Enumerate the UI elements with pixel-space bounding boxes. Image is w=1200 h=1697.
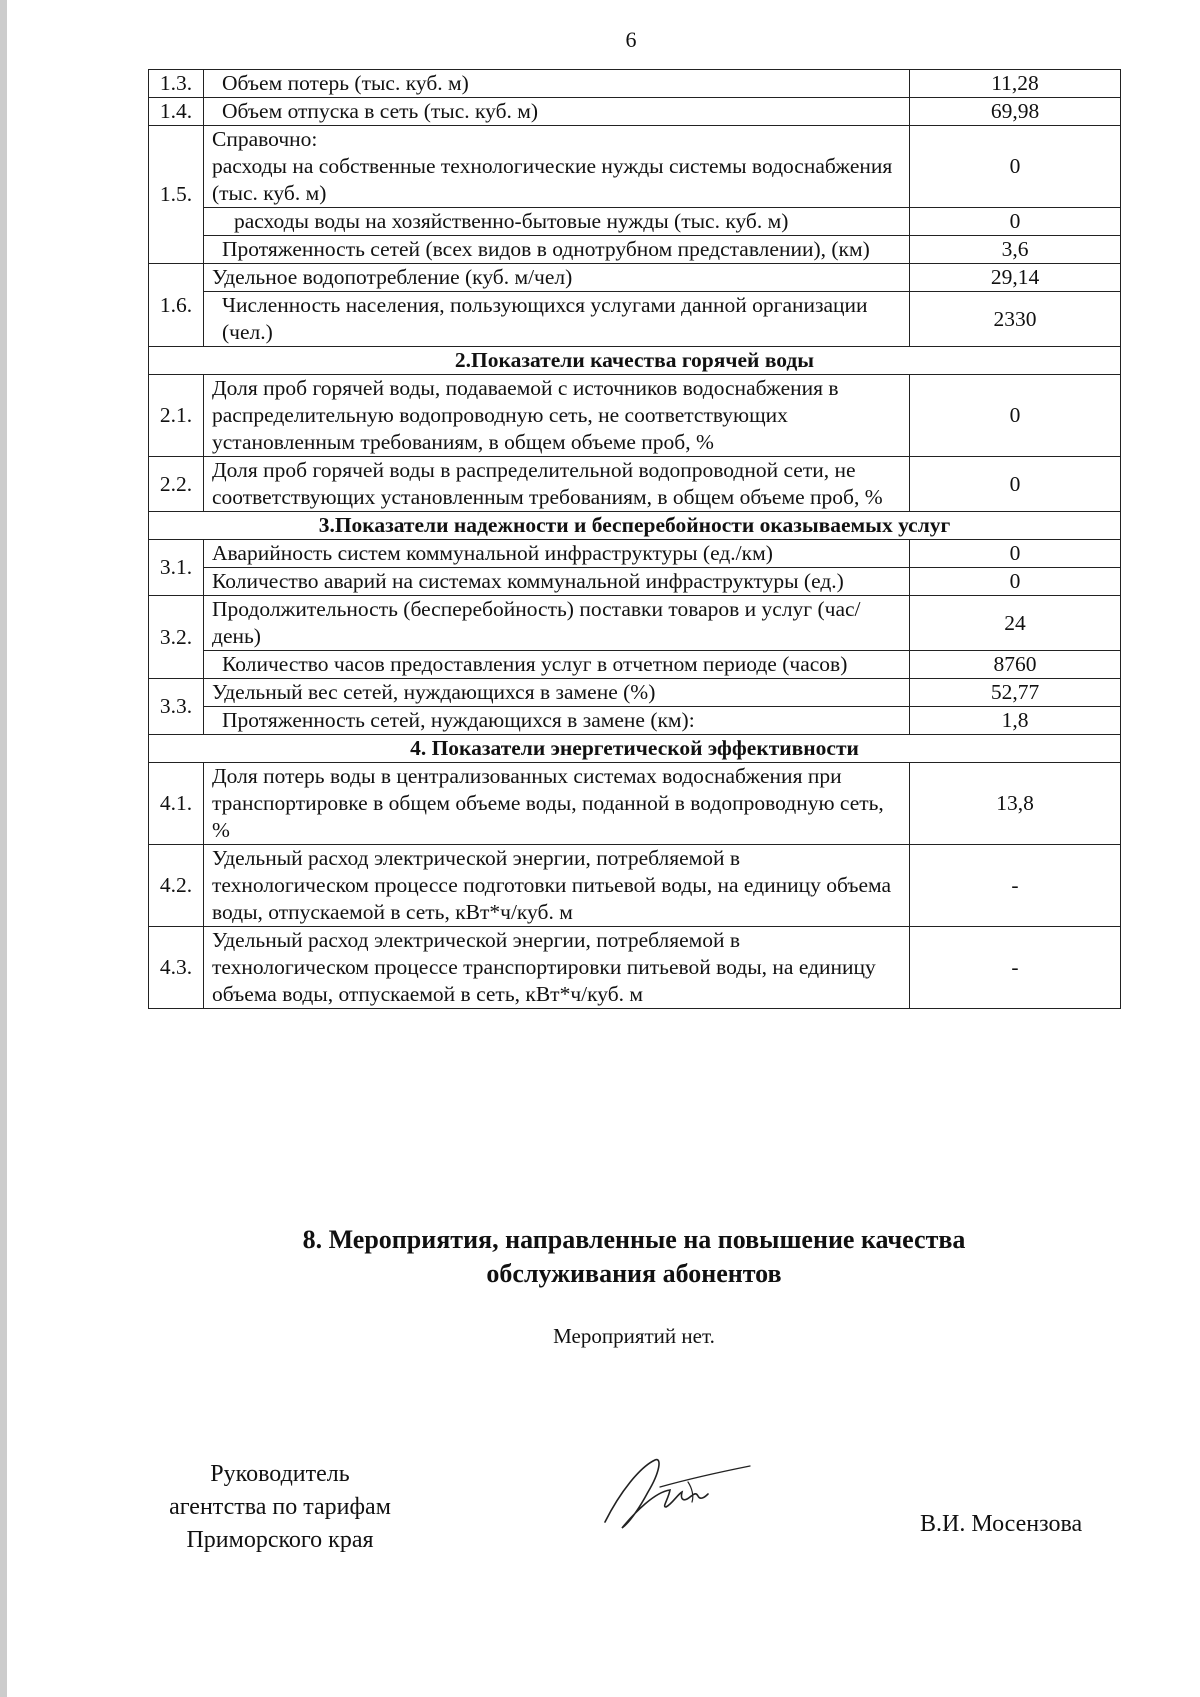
indicator-name: Доля потерь воды в централизованных системах водоснабжения при транспортировке в общем объеме воды, поданной в водопроводную сеть, % xyxy=(204,763,910,845)
indicator-name: Протяженность сетей, нуждающихся в замене (км): xyxy=(204,707,910,735)
indicator-value: 0 xyxy=(910,375,1121,457)
indicator-value: 0 xyxy=(910,208,1121,236)
row-number: 4.2. xyxy=(149,845,204,927)
indicator-name: Удельный расход электрической энергии, потребляемой в технологическом процессе транспортировки питьевой воды, на единицу объема воды, отпускаемой в сеть, кВт*ч/куб. м xyxy=(204,927,910,1009)
indicator-name: Объем потерь (тыс. куб. м) xyxy=(204,70,910,98)
indicator-value: 3,6 xyxy=(910,236,1121,264)
row-number: 4.3. xyxy=(149,927,204,1009)
signatory-position xyxy=(140,1458,420,1557)
indicator-name: Удельное водопотребление (куб. м/чел) xyxy=(204,264,910,292)
indicator-name: расходы воды на хозяйственно-бытовые нужды (тыс. куб. м) xyxy=(204,208,910,236)
section-header-row xyxy=(149,735,1121,763)
indicator-name: Протяженность сетей (всех видов в однотрубном представлении), (км) xyxy=(204,236,910,264)
section-header: 4. Показатели энергетической эффективности xyxy=(149,735,1121,763)
indicator-value: 69,98 xyxy=(910,98,1121,126)
indicator-name: Объем отпуска в сеть (тыс. куб. м) xyxy=(204,98,910,126)
indicator-value: 29,14 xyxy=(910,264,1121,292)
indicator-name: Количество часов предоставления услуг в отчетном периоде (часов) xyxy=(204,651,910,679)
signatory-position-line2: агентства по тарифам xyxy=(169,1494,391,1520)
table-row xyxy=(149,375,1121,457)
row-number: 1.5. xyxy=(149,126,204,264)
indicators-table-body xyxy=(149,70,1121,1009)
section-header-row xyxy=(149,512,1121,540)
indicator-value: - xyxy=(910,845,1121,927)
indicator-name: Удельный расход электрической энергии, потребляемой в технологическом процессе подготовки питьевой воды, на единицу объема воды, отпускаемой в сеть, кВт*ч/куб. м xyxy=(204,845,910,927)
signatory-position-line1: Руководитель xyxy=(210,1461,350,1487)
table-row xyxy=(149,292,1121,347)
table-row xyxy=(149,208,1121,236)
table-row xyxy=(149,763,1121,845)
table-row xyxy=(149,98,1121,126)
section-header: 3.Показатели надежности и бесперебойности оказываемых услуг xyxy=(149,512,1121,540)
section-header: 2.Показатели качества горячей воды xyxy=(149,347,1121,375)
section-8-title-line2: обслуживания абонентов xyxy=(486,1259,782,1288)
section-header-row xyxy=(149,347,1121,375)
indicators-table xyxy=(148,69,1121,1009)
table-row xyxy=(149,540,1121,568)
row-number: 3.1. xyxy=(149,540,204,596)
indicator-value: 52,77 xyxy=(910,679,1121,707)
section-8-text: Мероприятий нет. xyxy=(553,1324,715,1348)
row-number: 4.1. xyxy=(149,763,204,845)
table-row xyxy=(149,236,1121,264)
table-row xyxy=(149,457,1121,512)
indicator-value: - xyxy=(910,927,1121,1009)
indicator-value: 0 xyxy=(910,568,1121,596)
table-row xyxy=(149,845,1121,927)
scan-edge xyxy=(0,0,7,1697)
table-row xyxy=(149,596,1121,651)
indicator-name: Аварийность систем коммунальной инфраструктуры (ед./км) xyxy=(204,540,910,568)
row-number: 3.3. xyxy=(149,679,204,735)
indicator-name: Количество аварий на системах коммунальной инфраструктуры (ед.) xyxy=(204,568,910,596)
indicator-value: 24 xyxy=(910,596,1121,651)
row-number: 1.6. xyxy=(149,264,204,347)
table-row xyxy=(149,126,1121,208)
indicator-value: 0 xyxy=(910,457,1121,512)
row-number: 2.2. xyxy=(149,457,204,512)
indicator-value: 13,8 xyxy=(910,763,1121,845)
row-number: 2.1. xyxy=(149,375,204,457)
indicator-name: Продолжительность (бесперебойность) поставки товаров и услуг (час/день) xyxy=(204,596,910,651)
indicator-name: Удельный вес сетей, нуждающихся в замене (%) xyxy=(204,679,910,707)
handwritten-signature xyxy=(600,1452,760,1532)
row-number: 3.2. xyxy=(149,596,204,679)
section-8-title-line1: 8. Мероприятия, направленные на повышение качества xyxy=(302,1225,966,1254)
table-row xyxy=(149,568,1121,596)
row-number: 1.3. xyxy=(149,70,204,98)
indicator-name: Доля проб горячей воды, подаваемой с источников водоснабжения в распределительную водопроводную сеть, не соответствующих установленным требованиям, в общем объеме проб, % xyxy=(204,375,910,457)
table-row xyxy=(149,651,1121,679)
indicator-value: 1,8 xyxy=(910,707,1121,735)
table-row xyxy=(149,679,1121,707)
signatory-name: В.И. Мосензова xyxy=(920,1511,1083,1537)
table-row xyxy=(149,264,1121,292)
indicator-name: Численность населения, пользующихся услугами данной организации (чел.) xyxy=(204,292,910,347)
indicator-name: Доля проб горячей воды в распределительной водопроводной сети, не соответствующих установленным требованиям, в общем объеме проб, % xyxy=(204,457,910,512)
table-row xyxy=(149,70,1121,98)
table-row xyxy=(149,707,1121,735)
indicator-value: 8760 xyxy=(910,651,1121,679)
row-number: 1.4. xyxy=(149,98,204,126)
signatory-position-line3: Приморского края xyxy=(186,1527,374,1553)
indicator-name: Справочно: расходы на собственные технологические нужды системы водоснабжения (тыс. куб. м) xyxy=(204,126,910,208)
indicator-value: 11,28 xyxy=(910,70,1121,98)
table-row xyxy=(149,927,1121,1009)
indicator-value: 2330 xyxy=(910,292,1121,347)
indicator-value: 0 xyxy=(910,126,1121,208)
page-number: 6 xyxy=(625,27,637,52)
indicator-value: 0 xyxy=(910,540,1121,568)
